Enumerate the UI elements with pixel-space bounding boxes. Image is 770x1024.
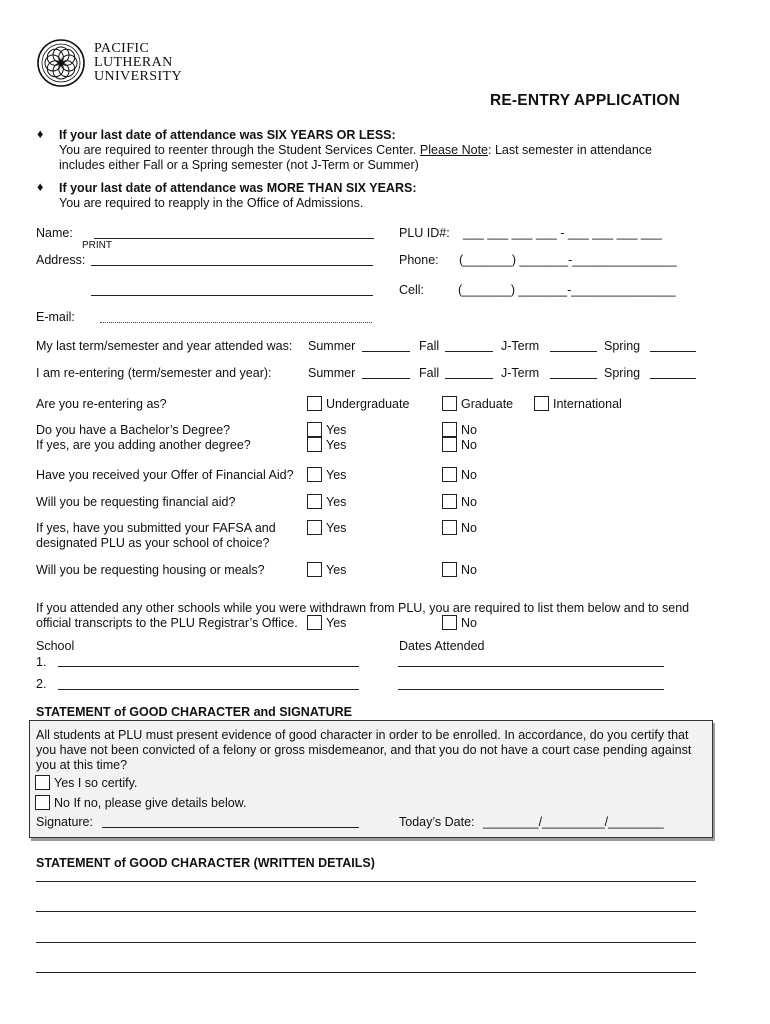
certify-yes-label: Yes I so certify. <box>54 776 138 790</box>
reenter-jterm-field[interactable] <box>550 378 597 379</box>
transcripts-no-label: No <box>461 616 477 630</box>
offer-aid-yes-label: Yes <box>326 468 347 482</box>
another-degree-yes-label: Yes <box>326 438 347 452</box>
another-degree-no-checkbox[interactable] <box>442 437 457 452</box>
reentering-as-label: Are you re-entering as? <box>36 397 167 411</box>
housing-yes-checkbox[interactable] <box>307 562 322 577</box>
bullet1-line1 <box>59 143 652 157</box>
bachelors-no-label: No <box>461 423 477 437</box>
school-column-label: School <box>36 639 75 653</box>
dates-1-field[interactable] <box>398 666 664 667</box>
character-text-2: you have not been convicted of a felony or gross misdemeanor, and that you do not have a court case pending against <box>36 743 692 757</box>
requesting-aid-yes-label: Yes <box>326 495 347 509</box>
reentering-term-label: I am re-entering (term/semester and year): <box>36 366 272 380</box>
school-1-field[interactable] <box>58 666 359 667</box>
bullet2-line1: You are required to reapply in the Office of Admissions. <box>59 196 364 210</box>
another-degree-label: If yes, are you adding another degree? <box>36 438 251 452</box>
reenter-fall-field[interactable] <box>445 378 493 379</box>
reenter-jterm-label: J-Term <box>501 366 540 380</box>
school-row-2-number: 2. <box>36 677 47 691</box>
transcripts-yes-label: Yes <box>326 616 347 630</box>
written-details-heading: STATEMENT of GOOD CHARACTER (WRITTEN DETAILS) <box>36 856 375 870</box>
schools-instructions-1: If you attended any other schools while you were withdrawn from PLU, you are required to list them below and to send <box>36 601 690 615</box>
bullet1-line1-post: : Last semester in attendance <box>488 143 652 157</box>
requesting-aid-label: Will you be requesting financial aid? <box>36 495 236 509</box>
name-field[interactable] <box>94 238 374 239</box>
reenter-fall-label: Fall <box>419 366 440 380</box>
housing-yes-label: Yes <box>326 563 347 577</box>
requesting-aid-no-checkbox[interactable] <box>442 494 457 509</box>
last-jterm-label: J-Term <box>501 339 540 353</box>
fafsa-yes-checkbox[interactable] <box>307 520 322 535</box>
name-label: Name: <box>36 226 73 240</box>
certify-no-label: No If no, please give details below. <box>54 796 247 810</box>
certify-no-checkbox[interactable] <box>35 795 50 810</box>
todays-date-field[interactable]: ________/_________/________ <box>483 815 664 829</box>
character-heading: STATEMENT of GOOD CHARACTER and SIGNATURE <box>36 705 352 719</box>
todays-date-label: Today’s Date: <box>399 815 475 829</box>
last-term-label: My last term/semester and year attended was: <box>36 339 293 353</box>
transcripts-yes-checkbox[interactable] <box>307 615 322 630</box>
last-summer-field[interactable] <box>362 351 410 352</box>
fafsa-yes-label: Yes <box>326 521 347 535</box>
logo-line-3: UNIVERSITY <box>94 69 182 84</box>
email-label: E-mail: <box>36 310 75 324</box>
offer-aid-no-label: No <box>461 468 477 482</box>
last-fall-field[interactable] <box>445 351 493 352</box>
please-note: Please Note <box>419 143 488 157</box>
page-title: RE-ENTRY APPLICATION <box>490 92 681 109</box>
last-spring-label: Spring <box>604 339 641 353</box>
last-fall-label: Fall <box>419 339 440 353</box>
plu-id-label: PLU ID#: <box>399 226 450 240</box>
bachelors-yes-label: Yes <box>326 423 347 437</box>
logo-line-2: LUTHERAN <box>94 55 173 70</box>
certify-yes-checkbox[interactable] <box>35 775 50 790</box>
last-summer-label: Summer <box>308 339 356 353</box>
fafsa-label-2: designated PLU as your school of choice? <box>36 536 270 550</box>
reenter-summer-field[interactable] <box>362 378 410 379</box>
cell-label: Cell: <box>399 283 425 297</box>
another-degree-no-label: No <box>461 438 477 452</box>
offer-aid-no-checkbox[interactable] <box>442 467 457 482</box>
university-seal-icon <box>36 38 86 88</box>
logo-line-1: PACIFIC <box>94 41 150 56</box>
bachelors-yes-checkbox[interactable] <box>307 422 322 437</box>
housing-no-label: No <box>461 563 477 577</box>
written-details-line-4[interactable] <box>36 972 696 973</box>
signature-field[interactable] <box>102 827 359 828</box>
phone-label: Phone: <box>399 253 439 267</box>
plu-id-field[interactable]: ___ ___ ___ ___ - ___ ___ ___ ___ <box>463 226 662 240</box>
school-2-field[interactable] <box>58 689 359 690</box>
address-field-1[interactable] <box>91 265 373 266</box>
character-text-1: All students at PLU must present evidence of good character in order to be enrolled. In accordance, do you certify that <box>36 728 689 742</box>
bullet2-heading: If your last date of attendance was MORE THAN SIX YEARS: <box>59 181 417 195</box>
character-text-3: you at this time? <box>36 758 128 772</box>
graduate-checkbox[interactable] <box>442 396 457 411</box>
address-field-2[interactable] <box>91 295 373 296</box>
bachelors-label: Do you have a Bachelor’s Degree? <box>36 423 231 437</box>
school-row-1-number: 1. <box>36 655 47 669</box>
schools-instructions-2: official transcripts to the PLU Registrar’s Office. <box>36 616 298 630</box>
written-details-line-1[interactable] <box>36 881 696 882</box>
offer-aid-label: Have you received your Offer of Financial Aid? <box>36 468 294 482</box>
diamond-bullet-icon: ♦ <box>37 127 44 141</box>
bachelors-no-checkbox[interactable] <box>442 422 457 437</box>
requesting-aid-no-label: No <box>461 495 477 509</box>
reenter-summer-label: Summer <box>308 366 356 380</box>
graduate-label: Graduate <box>461 397 514 411</box>
requesting-aid-yes-checkbox[interactable] <box>307 494 322 509</box>
another-degree-yes-checkbox[interactable] <box>307 437 322 452</box>
fafsa-label-1: If yes, have you submitted your FAFSA and <box>36 521 276 535</box>
fafsa-no-label: No <box>461 521 477 535</box>
dates-column-label: Dates Attended <box>399 639 485 653</box>
bullet1-heading: If your last date of attendance was SIX YEARS OR LESS: <box>59 128 396 142</box>
signature-label: Signature: <box>36 815 93 829</box>
housing-no-checkbox[interactable] <box>442 562 457 577</box>
dates-2-field[interactable] <box>398 689 664 690</box>
last-spring-field[interactable] <box>650 351 696 352</box>
international-checkbox[interactable] <box>534 396 549 411</box>
phone-field[interactable]: (_______) _______-_______________ <box>459 253 677 267</box>
print-label: PRINT <box>82 240 112 251</box>
last-jterm-field[interactable] <box>550 351 597 352</box>
email-field[interactable] <box>100 322 372 323</box>
university-logo <box>36 38 196 90</box>
written-details-line-3[interactable] <box>36 942 696 943</box>
reenter-spring-field[interactable] <box>650 378 696 379</box>
international-label: International <box>553 397 622 411</box>
written-details-line-2[interactable] <box>36 911 696 912</box>
undergraduate-label: Undergraduate <box>326 397 410 411</box>
undergraduate-checkbox[interactable] <box>307 396 322 411</box>
cell-field[interactable]: (_______) _______-_______________ <box>458 283 676 297</box>
transcripts-no-checkbox[interactable] <box>442 615 457 630</box>
diamond-bullet-icon: ♦ <box>37 180 44 194</box>
housing-label: Will you be requesting housing or meals? <box>36 563 265 577</box>
offer-aid-yes-checkbox[interactable] <box>307 467 322 482</box>
bullet1-line1-text: You are required to reenter through the Student Services Center. <box>59 143 417 157</box>
reenter-spring-label: Spring <box>604 366 641 380</box>
address-label: Address: <box>36 253 86 267</box>
fafsa-no-checkbox[interactable] <box>442 520 457 535</box>
bullet1-line2: includes either Fall or a Spring semester (not J-Term or Summer) <box>59 158 419 172</box>
